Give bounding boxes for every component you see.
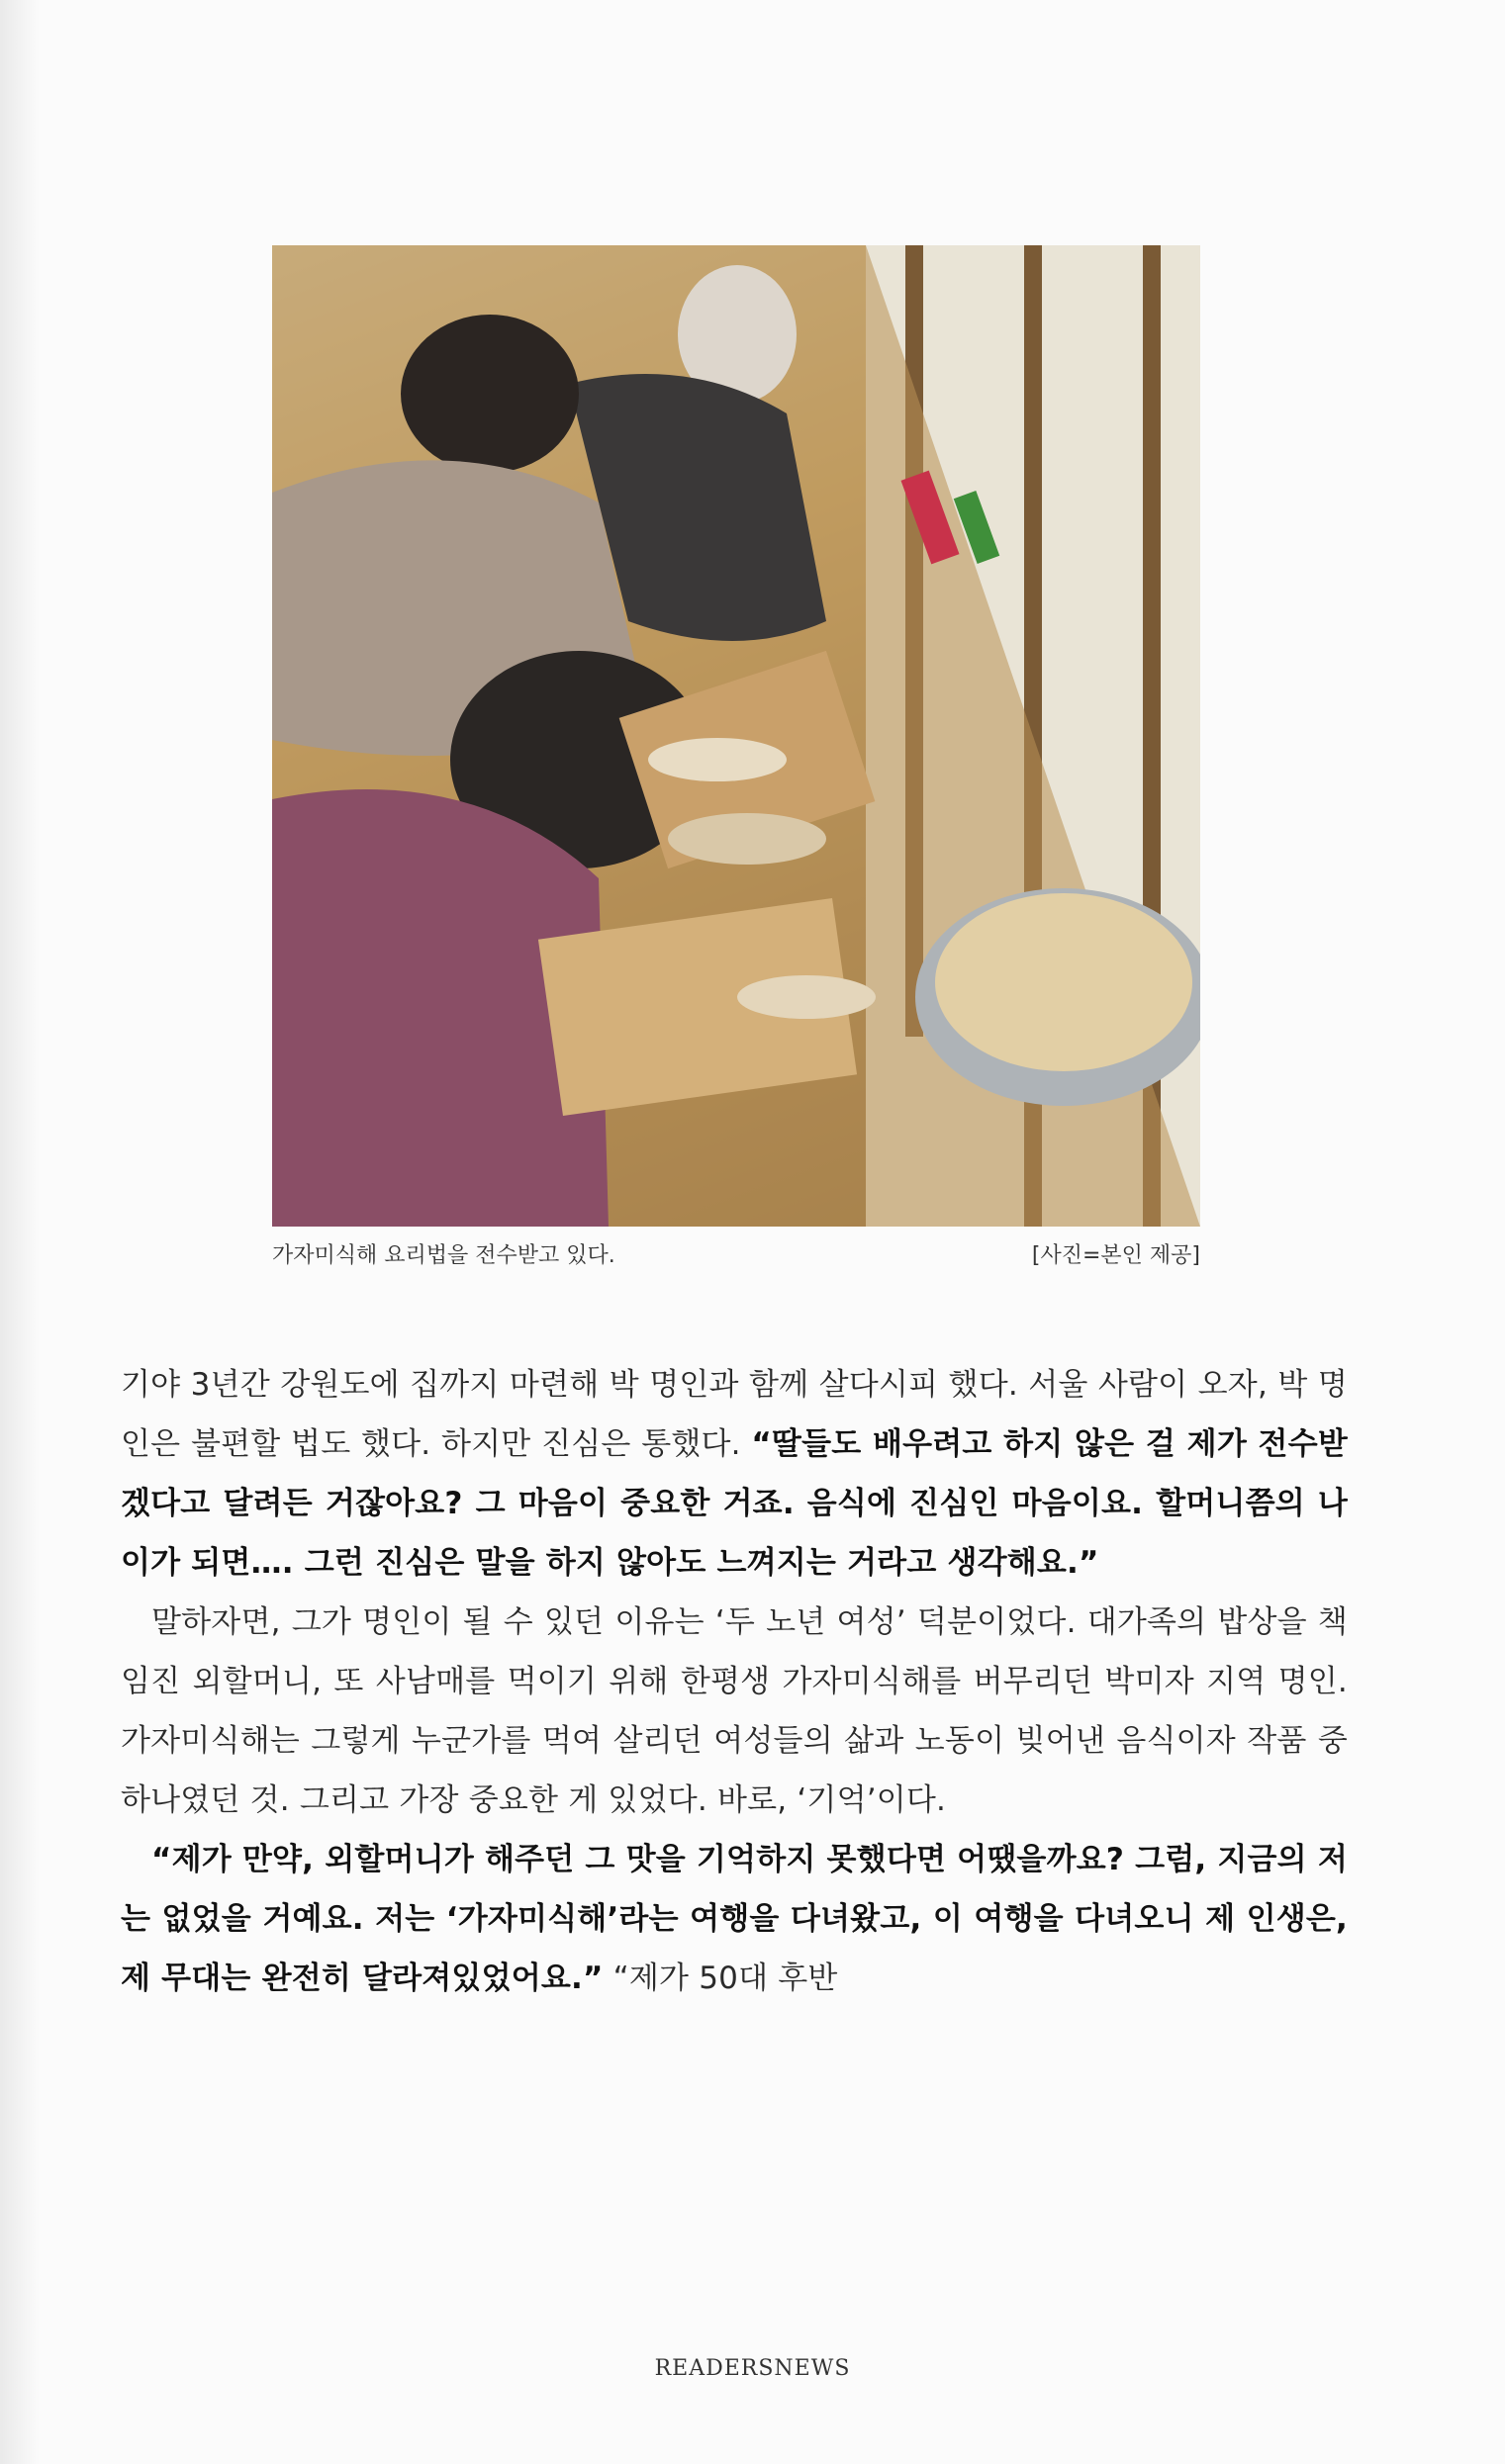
paragraph-text: “제가 50대 후반 bbox=[603, 1961, 838, 1996]
article-body bbox=[121, 1355, 1348, 2008]
fish bbox=[737, 975, 876, 1019]
quote-text: “제가 만약, 외할머니가 해주던 그 맛을 기억하지 못했다면 어땠을까요? 그럼, 지금의 저는 없었을 거예요. 저는 ‘가자미식해’라는 여행을 다녀왔고, 이 여행을 다녀오니 제 인생은, 제 무대는 완전히 달라져있었어요.” bbox=[121, 1842, 1348, 1996]
paragraph bbox=[121, 1593, 1348, 1830]
person-head bbox=[401, 315, 579, 473]
fish bbox=[648, 738, 787, 781]
photo-caption: 가자미식해 요리법을 전수받고 있다. bbox=[272, 1242, 615, 1268]
article-photo bbox=[272, 245, 1200, 1227]
paragraph bbox=[121, 1830, 1348, 2008]
paragraph-text: 기야 3년간 강원도에 집까지 마련해 박 명인과 함께 살다시피 했다. 서울 사람이 오자, 박 명인은 불편할 법도 했다. 하지만 진심은 통했다. bbox=[121, 1367, 1348, 1462]
quote-text: “딸들도 배우려고 하지 않은 걸 제가 전수받겠다고 달려든 거잖아요? 그 마음이 중요한 거죠. 음식에 진심인 마음이요. 할머니쯤의 나이가 되면…. 그런 진심은 말을 하지 않아도 느껴지는 거라고 생각해요.” bbox=[121, 1426, 1348, 1581]
paragraph-text: 말하자면, 그가 명인이 될 수 있던 이유는 ‘두 노년 여성’ 덕분이었다. 대가족의 밥상을 책임진 외할머니, 또 사남매를 먹이기 위해 한평생 가자미식해를 버무리던 박미자 지역 명인. 가자미식해는 그렇게 누군가를 먹여 살리던 여성들의 삶과 노동이 빚어낸 음식이자 작품 중 하나였던 것. 그리고 가장 중요한 게 있었다. 바로, ‘기억’이다. bbox=[121, 1604, 1348, 1818]
page-edge-shadow bbox=[0, 0, 40, 2464]
photo-caption-row bbox=[272, 1233, 1200, 1273]
photo-illustration bbox=[272, 245, 1200, 1227]
bowl-contents bbox=[935, 893, 1192, 1071]
fish bbox=[668, 813, 826, 865]
paragraph bbox=[121, 1355, 1348, 1593]
publication-footer: READERSNEWS bbox=[654, 2356, 851, 2381]
photo-credit: [사진=본인 제공] bbox=[1031, 1242, 1200, 1268]
